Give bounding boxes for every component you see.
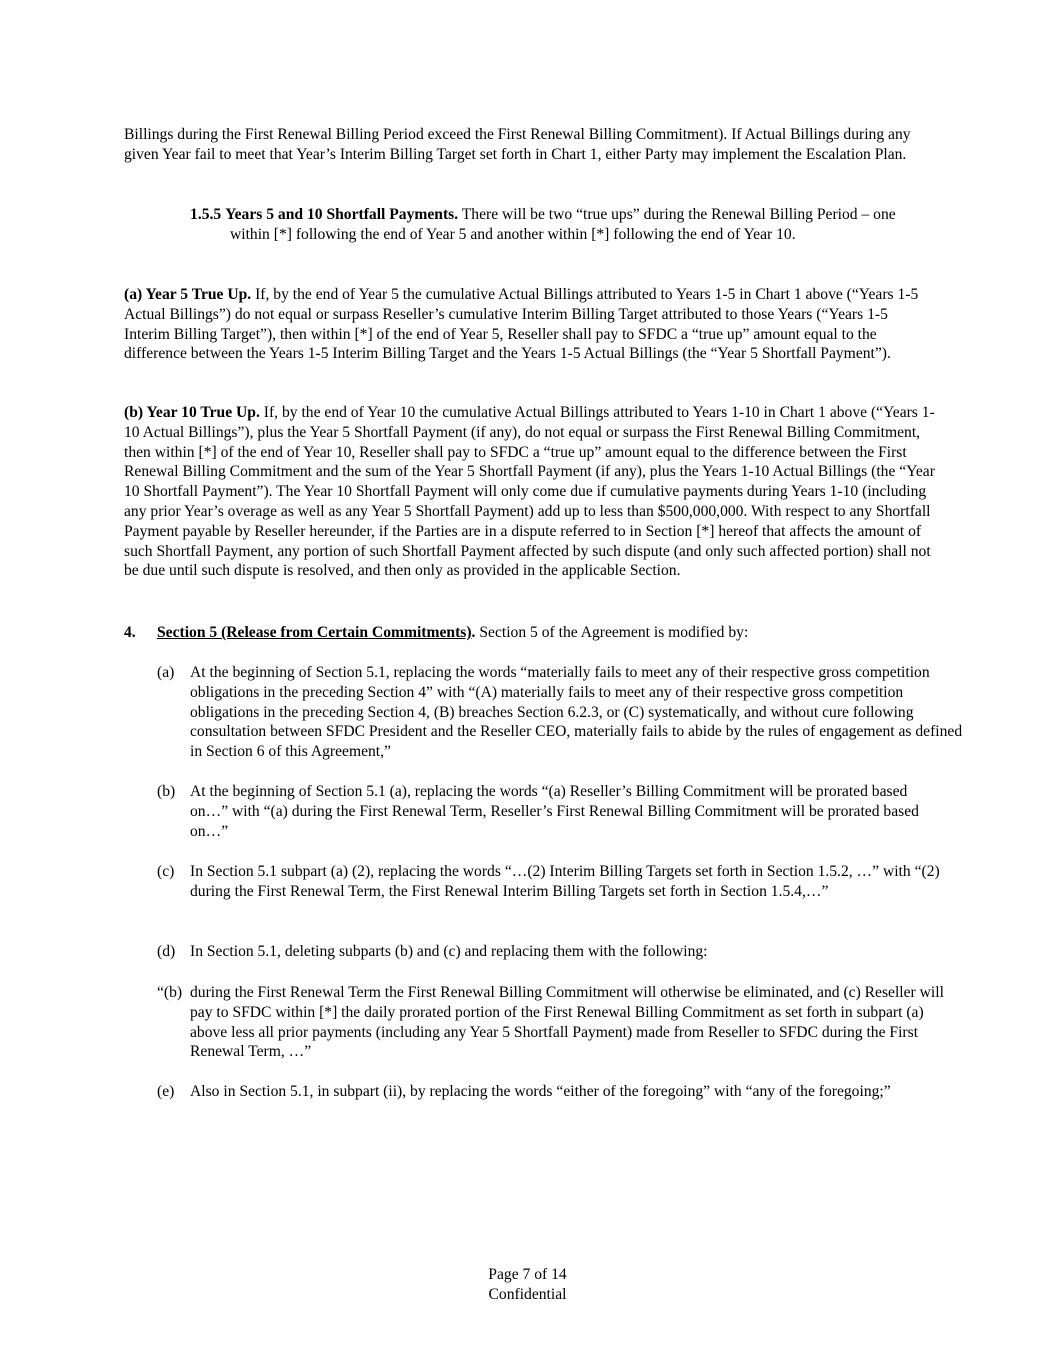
list-item-label: (d): [157, 943, 176, 960]
year-10-true-up-paragraph: [124, 403, 936, 581]
confidential-label: Confidential: [488, 1285, 567, 1303]
list-item-text: At the beginning of Section 5.1 (a), replacing the words “(a) Reseller’s Billing Commitment will be prorated based on…” with “(a) during the First Renewal Term, Reseller’s First Renewal Billing Commitment will be prorated based on…”: [190, 783, 919, 840]
page-footer: [0, 1265, 1055, 1305]
section-1-5-5-heading: Years 5 and 10 Shortfall Payments.: [225, 206, 459, 223]
year-5-true-up-heading: (a) Year 5 True Up.: [124, 286, 252, 303]
list-item-d: [157, 942, 965, 962]
list-item-label: (e): [157, 1083, 175, 1100]
intro-paragraph: Billings during the First Renewal Billing Period exceed the First Renewal Billing Commitment). If Actual Billings during any given Year fail to meet that Year’s Interim Billing Target set forth in Chart 1, either Party may implement the Escalation Plan.: [124, 126, 911, 163]
section-1-5-5: [190, 205, 930, 245]
list-item-label: (c): [157, 863, 175, 880]
section-1-5-5-text: There will be two “true ups” during the Renewal Billing Period – one within [*] following the end of Year 5 and another within [*] following the end of Year 10.: [230, 206, 896, 243]
list-item-label: “(b): [157, 984, 183, 1001]
list-item-b: [157, 782, 925, 841]
page-number: Page 7 of 14: [488, 1266, 567, 1283]
year-10-true-up-text: If, by the end of Year 10 the cumulative Actual Billings attributed to Years 1-10 in Chart 1 above (“Years 1-10 Actual Billings”), plus the Year 5 Shortfall Payment (if any), do not equal or surpass the First Renewal Billing Commitment, then within [*] of the end of Year 10, Reseller shall pay to SFDC a “true up” amount equal to the difference between the First Renewal Billing Commitment and the sum of the Year 5 Shortfall Payment (if any), plus the Years 1-10 Actual Billings (the “Year 10 Shortfall Payment”). The Year 10 Shortfall Payment will only come due if cumulative payments during Years 1-10 (including any prior Year’s overage as well as any Year 5 Shortfall Payment) add up to less than $500,000,000. With respect to any Shortfall Payment payable by Reseller hereunder, if the Parties are in a dispute referred to in Section [*] hereof that affects the amount of such Shortfall Payment, any portion of such Shortfall Payment affected by such dispute (and only such affected portion) shall not be due until such dispute is resolved, and then only as provided in the applicable Section.: [124, 404, 935, 580]
list-item-a: [157, 663, 965, 762]
list-item-label: (b): [157, 783, 176, 800]
year-10-true-up-heading: (b) Year 10 True Up.: [124, 404, 260, 421]
list-item-c: [157, 862, 965, 902]
list-item-label: (a): [157, 664, 175, 681]
list-item-e: [157, 1082, 925, 1102]
list-item-text: In Section 5.1, deleting subparts (b) and (c) and replacing them with the following:: [190, 943, 708, 960]
year-5-true-up-text: If, by the end of Year 5 the cumulative Actual Billings attributed to Years 1-5 in Chart 1 above (“Years 1-5 Actual Billings”) do not equal or surpass Reseller’s cumulative Interim Billing Target attributed to those Years (“Years 1-5 Interim Billing Target”), then within [*] of the end of Year 5, Reseller shall pay to SFDC a “true up” amount equal to the difference between the Years 1-5 Interim Billing Target and the Years 1-5 Actual Billings (the “Year 5 Shortfall Payment”).: [124, 286, 919, 363]
list-item-text: during the First Renewal Term the First Renewal Billing Commitment will otherwise be eliminated, and (c) Reseller will pay to SFDC within [*] the daily prorated portion of the First Renewal Billing Commitment as set forth in subpart (a) above less all prior payments (including any Year 5 Shortfall Payment) made from Reseller to SFDC during the First Renewal Term, …”: [190, 984, 944, 1061]
year-5-true-up-paragraph: [124, 285, 936, 364]
list-item-text: In Section 5.1 subpart (a) (2), replacing the words “…(2) Interim Billing Targets set forth in Section 1.5.2, …” with “(2) during the First Renewal Term, the First Renewal Interim Billing Targets set forth in Section 1.5.4,…”: [190, 863, 940, 900]
list-item-quoted-b: [157, 983, 950, 1062]
section-4-number: 4.: [124, 624, 136, 641]
list-item-text: Also in Section 5.1, in subpart (ii), by replacing the words “either of the foregoing” with “any of the foregoing;”: [190, 1083, 891, 1100]
section-4-heading-end: .: [471, 624, 476, 641]
list-item-text: At the beginning of Section 5.1, replacing the words “materially fails to meet any of their respective gross competition obligations in the preceding Section 4” with “(A) materially fails to meet any of their respective gross competition obligations in the preceding Section 4, (B) breaches Section 6.2.3, or (C) systematically, and without cure following consultation between SFDC President and the Reseller CEO, materially fails to abide by the rules of engagement as defined in Section 6 of this Agreement,”: [190, 664, 963, 761]
section-4-heading: Section 5 (Release from Certain Commitments): [157, 624, 472, 641]
section-4-text: Section 5 of the Agreement is modified by:: [475, 624, 749, 641]
section-4-heading-line: [124, 623, 936, 643]
section-1-5-5-number: 1.5.5: [190, 206, 222, 223]
